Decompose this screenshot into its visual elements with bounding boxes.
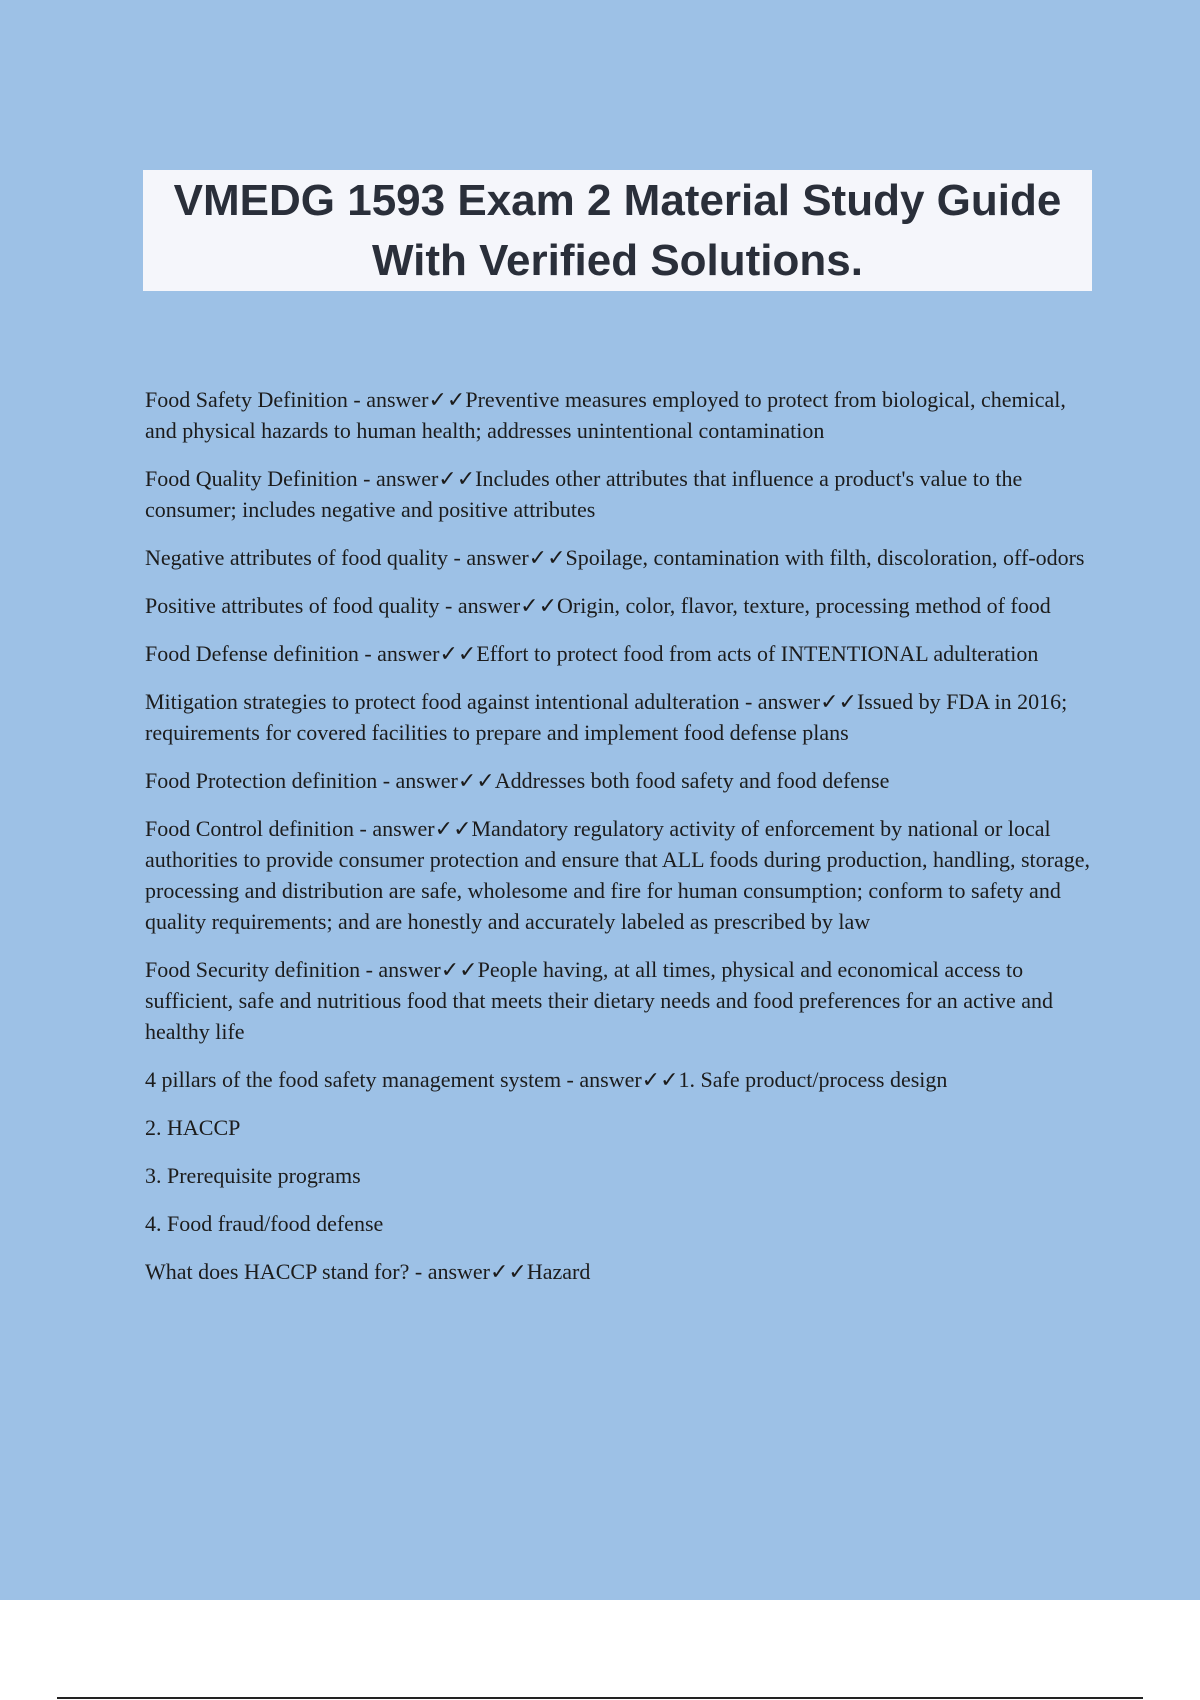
qa-entry-haccp-meaning: What does HACCP stand for? - answer✓✓Hazard — [145, 1259, 591, 1284]
qa-entry-negative-attributes: Negative attributes of food quality - answer✓✓Spoilage, contamination with filth, discoloration, off-odors — [145, 545, 1085, 570]
qa-entry-food-control: Food Control definition - answer✓✓Mandatory regulatory activity of enforcement by national or local authorities to provide consumer protection and ensure that ALL foods during production, handling, storage, processing and distribution are safe, wholesome and fire for human consumption; conform to safety and quality requirements; and are honestly and accurately labeled as prescribed by law — [145, 816, 1090, 934]
qa-entry-mitigation-strategies: Mitigation strategies to protect food against intentional adulteration - answer✓✓Issued by FDA in 2016; requirements for covered facilities to prepare and implement food defense plans — [145, 689, 1068, 745]
qa-entry-food-quality: Food Quality Definition - answer✓✓Includes other attributes that influence a product's value to the consumer; includes negative and positive attributes — [145, 466, 1023, 522]
qa-entry-food-security: Food Security definition - answer✓✓People having, at all times, physical and economical access to sufficient, safe and nutritious food that meets their dietary needs and food preferences for an active and healthy life — [145, 957, 1053, 1044]
qa-entry-four-pillars: 4 pillars of the food safety management system - answer✓✓1. Safe product/process design — [145, 1067, 948, 1092]
list-item-prerequisite-programs: 3. Prerequisite programs — [145, 1163, 361, 1188]
footer-divider — [57, 1697, 1143, 1699]
list-item-food-fraud: 4. Food fraud/food defense — [145, 1211, 384, 1236]
qa-entry-food-defense: Food Defense definition - answer✓✓Effort to protect food from acts of INTENTIONAL adulteration — [145, 641, 1039, 666]
study-guide-content — [145, 384, 1095, 1304]
document-title: VMEDG 1593 Exam 2 Material Study Guide With Verified Solutions. — [173, 175, 1062, 285]
title-banner — [143, 170, 1092, 291]
qa-entry-food-safety: Food Safety Definition - answer✓✓Preventive measures employed to protect from biological, chemical, and physical hazards to human health; addresses unintentional contamination — [145, 387, 1066, 443]
qa-entry-food-protection: Food Protection definition - answer✓✓Addresses both food safety and food defense — [145, 768, 890, 793]
list-item-haccp: 2. HACCP — [145, 1115, 241, 1140]
qa-entry-positive-attributes: Positive attributes of food quality - answer✓✓Origin, color, flavor, texture, processing method of food — [145, 593, 1051, 618]
